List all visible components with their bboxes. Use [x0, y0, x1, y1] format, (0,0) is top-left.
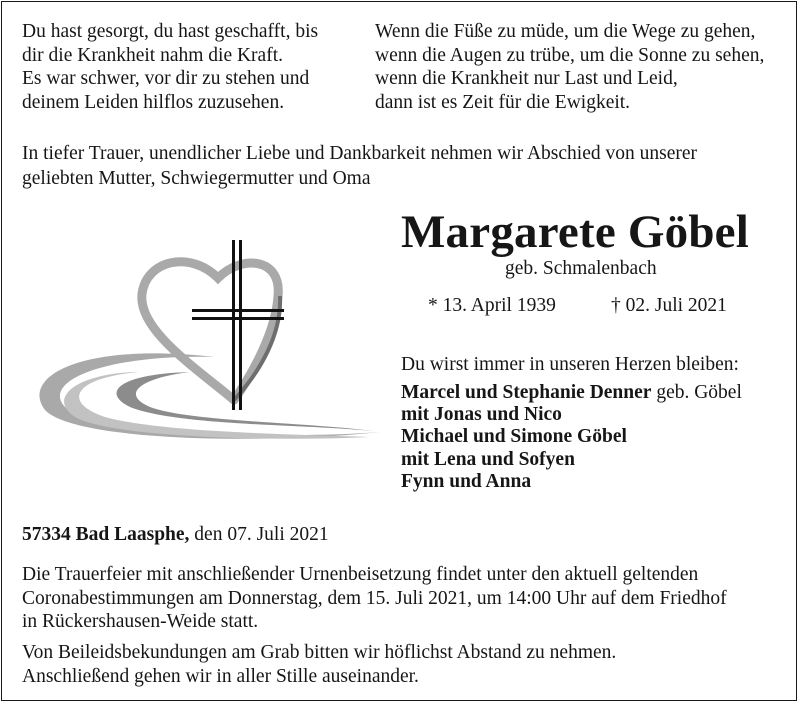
poem-line: dir die Krankheit nahm die Kraft. [22, 44, 283, 66]
intro-text [22, 141, 697, 191]
birth-date: * 13. April 1939 [428, 295, 556, 316]
poem-line: dann ist es Zeit für die Ewigkeit. [375, 91, 631, 113]
mourner-names: Marcel und Stephanie Denner [401, 382, 652, 403]
funeral-line: in Rückershausen-Weide statt. [22, 611, 259, 632]
mourners-list [401, 382, 742, 493]
funeral-line: Die Trauerfeier mit anschließender Urnenbeisetzung findet unter den aktuell geltenden [22, 564, 699, 585]
heart-cross-icon [20, 232, 390, 462]
closing-line: Anschließend gehen wir in aller Stille auseinander. [22, 665, 419, 687]
poem-line: deinem Leiden hilflos zuzusehen. [22, 91, 285, 113]
birth-name: geb. Schmalenbach [505, 258, 657, 279]
intro-line: In tiefer Trauer, unendlicher Liebe und Dankbarkeit nehmen wir Abschied von unserer [22, 143, 698, 164]
mourner-line: Fynn und Anna [401, 470, 532, 492]
intro-line: geliebten Mutter, Schwiegermutter und Oma [22, 168, 371, 189]
closing-line: Von Beileidsbekundungen am Grab bitten wir höflichst Abstand zu nehmen. [22, 642, 617, 663]
closing-note [22, 641, 616, 688]
poem-line: Es war schwer, vor dir zu stehen und [22, 68, 310, 89]
mourner-line: mit Jonas und Nico [401, 404, 562, 426]
notice-date: den 07. Juli 2021 [189, 524, 329, 545]
mourner-line: Michael und Simone Göbel [401, 426, 627, 448]
place-city: 57334 Bad Laasphe, [22, 524, 190, 545]
deceased-name: Margarete Göbel [401, 206, 749, 258]
mourner-line [401, 382, 742, 404]
mourner-line: mit Lena und Sofyen [401, 448, 575, 470]
funeral-info [22, 563, 727, 634]
mourner-birth-name: geb. Göbel [651, 382, 742, 403]
motto: Du wirst immer in unseren Herzen bleiben: [401, 354, 739, 375]
place-date [22, 523, 329, 547]
poem-line: Du hast gesorgt, du hast geschafft, bis [22, 21, 319, 42]
poem-line: Wenn die Füße zu müde, um die Wege zu gehen, [375, 21, 756, 42]
poem-line: wenn die Augen zu trübe, um die Sonne zu sehen, [375, 44, 765, 66]
poem-left [22, 20, 318, 114]
poem-line: wenn die Krankheit nur Last und Leid, [375, 68, 678, 89]
death-date: † 02. Juli 2021 [611, 295, 727, 316]
poem-right [375, 20, 764, 114]
funeral-line: Coronabestimmungen am Donnerstag, dem 15. Juli 2021, um 14:00 Uhr auf dem Friedhof [22, 587, 727, 609]
